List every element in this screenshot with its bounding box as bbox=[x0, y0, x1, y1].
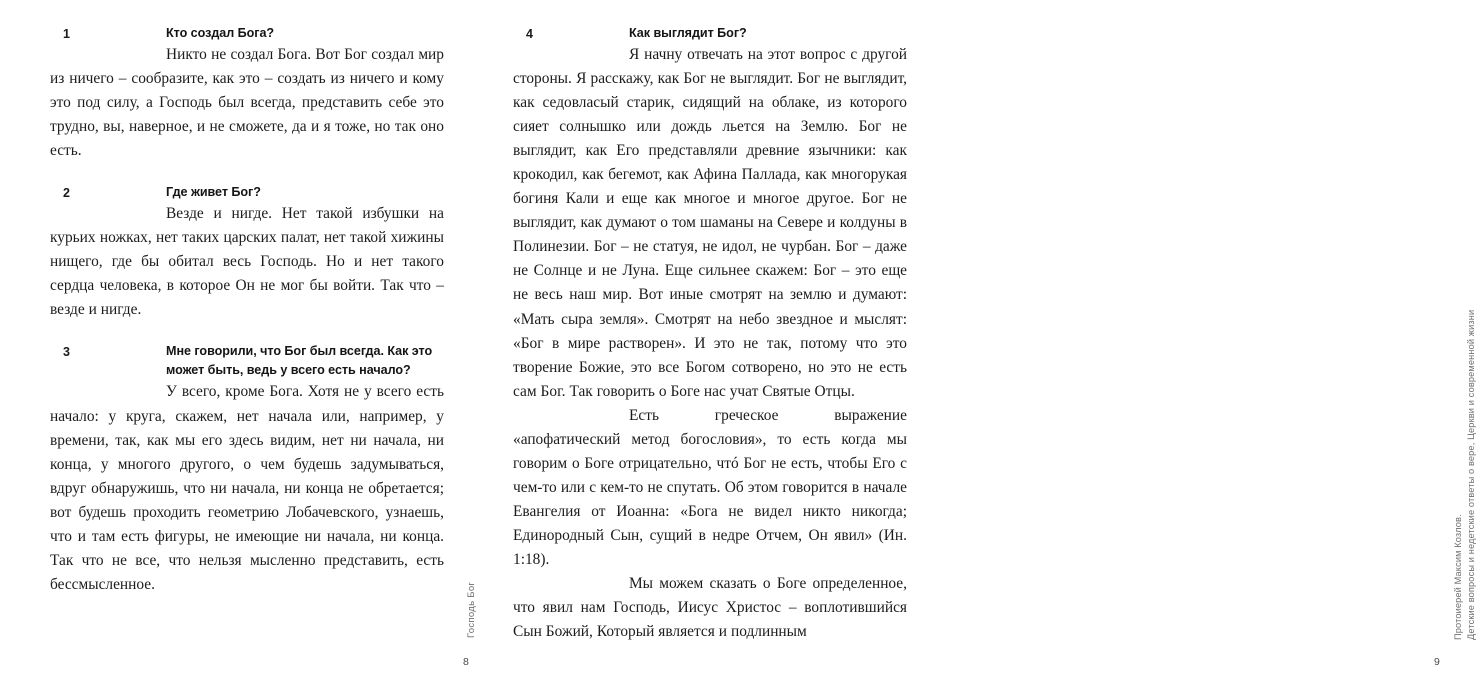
qa-block bbox=[50, 24, 444, 163]
answer-body bbox=[50, 43, 444, 163]
running-head-recto bbox=[1452, 310, 1477, 640]
page-verso bbox=[0, 0, 500, 692]
answer-body bbox=[50, 202, 444, 322]
qa-block bbox=[50, 183, 444, 322]
question-heading: Кто создал Бога? bbox=[166, 26, 275, 40]
running-head-subtitle: Детские вопросы и недетские ответы о вере, Церкви и современной жизни bbox=[1465, 309, 1476, 640]
question-number: 2 bbox=[63, 186, 70, 201]
running-head-verso: Господь Бог bbox=[466, 581, 477, 638]
question-heading: Где живет Бог? bbox=[166, 185, 261, 200]
answer-paragraph: У всего, кроме Бога. Хотя не у всего есть начало: у круга, скажем, нет начала или, например, у времени, так, как мы его здесь видим, нет ни начала, ни конца, у многого другого, о чем будешь задумываться, вдруг обнаружишь, что ни начала, ни конца не обретается; вот будешь проходить геометрию Лобачевского, узнаешь, что и там есть фигуры, не имеющие ни начала, ни конца. Так что не все, что нельзя мысленно представить, есть бессмысленное. bbox=[50, 383, 444, 593]
answer-paragraph: Никто не создал Бога. Вот Бог создал мир из ничего – сообразите, как это – создать из ничего и кому это под силу, а Господь был всегда, представить себе это трудно, вы, наверное, и не сможете, да и я тоже, но так оно есть. bbox=[50, 46, 444, 160]
qa-block bbox=[50, 342, 444, 596]
answer-paragraph: Есть греческое выражение «апофатический метод богословия», то есть когда мы говорим о Боге отрицательно, чтó Бог не есть, чтобы Его с чем-то или с кем-то не спутать. Об этом говорится в начале Евангелия от Иоанна: «Бога не видел никто никогда; Единородный Сын, сущий в недре Отчем, Он явил» (Ин. 1:18). bbox=[513, 406, 907, 568]
question-number: 4 bbox=[526, 27, 533, 41]
answer-paragraph: Везде и нигде. Нет такой избушки на курьих ножках, нет таких царских палат, нет такой хижины нищего, где бы обитал весь Господь. Но и нет такого сердца человека, в которое Он не мог бы войти. Так что – везде и нигде. bbox=[50, 205, 444, 319]
qa-block bbox=[513, 24, 907, 644]
text-column-left bbox=[50, 24, 444, 597]
answer-body bbox=[50, 380, 444, 596]
answer-body bbox=[513, 43, 907, 644]
page-number-verso: 8 bbox=[463, 656, 469, 668]
page-number-recto: 9 bbox=[1434, 656, 1440, 668]
running-head-author: Протоиерей Максим Козлов. bbox=[1453, 514, 1463, 640]
question-heading: Как выглядит Бог? bbox=[629, 26, 747, 40]
question-heading: Мне говорили, что Бог был всегда. Как это может быть, ведь у всего есть начало? bbox=[166, 344, 433, 378]
question-number: 1 bbox=[63, 27, 70, 41]
answer-paragraph: Я начну отвечать на этот вопрос с другой стороны. Я расскажу, как Бог не выглядит. Бог не выглядит, как седовласый старик, сидящий на облаке, из которого сияет солнышко или дождь льется на Землю. Бог не выглядит, как Его представляли древние язычники: как крокодил, как бегемот, как Афина Паллада, как многорукая богиня Кали и еще как многое и многое другое. Бог не выглядит, как думают о том шаманы на Севере и колдуны в Полинезии. Бог – не статуя, не идол, не чурбан. Бог – даже не Солнце и не Луна. Еще сильнее скажем: Бог – это еще не весь наш мир. Вот иные смотрят на землю и думают: «Мать сыра земля». Смотрят на небо звездное и мыслят: «Бог в мире растворен». И это не так, потому что это творение Божие, это все Богом сотворено, но это не есть сам Бог. Так говорить о Боге нас учат Святые Отцы. bbox=[513, 46, 907, 400]
text-column-right bbox=[513, 24, 907, 644]
answer-paragraph: Мы можем сказать о Боге определенное, что явил нам Господь, Иисус Христос – воплотившийся Сын Божий, Который является и подлинным bbox=[513, 575, 907, 641]
question-number: 3 bbox=[63, 345, 70, 360]
page-recto bbox=[500, 0, 1476, 692]
